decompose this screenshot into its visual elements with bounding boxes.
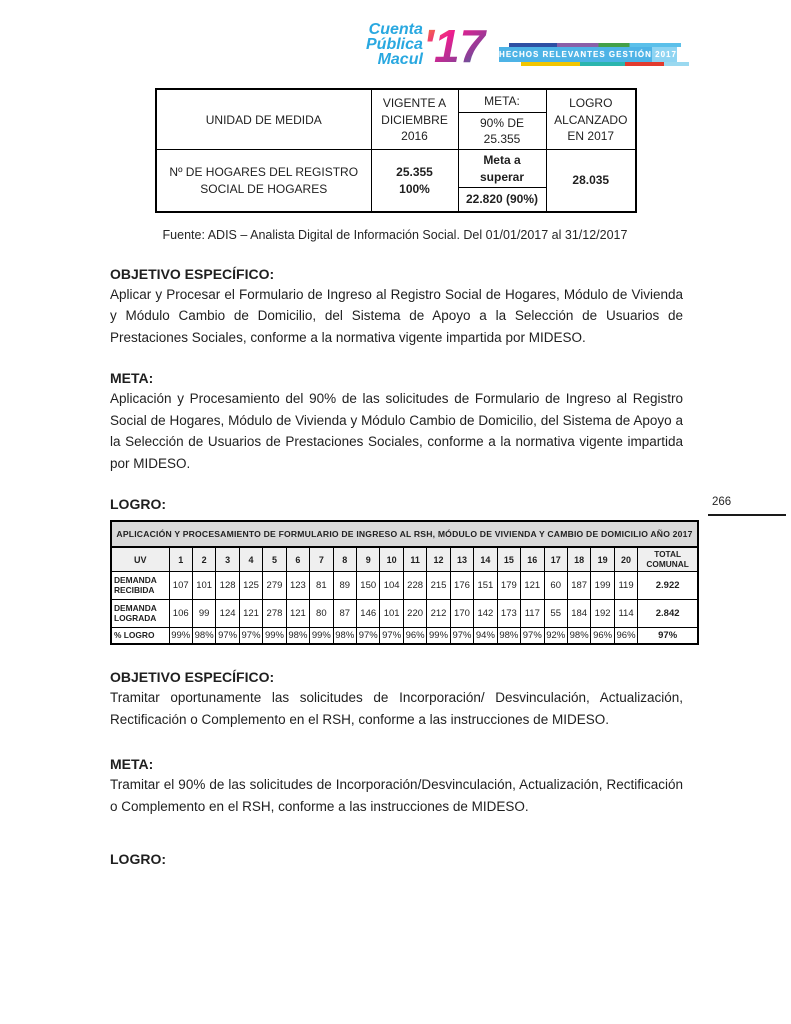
summary-cell-meta-label: Meta a superar — [459, 150, 546, 187]
objetivo2-body: Tramitar oportunamente las solicitudes de Incorporación/ Desvinculación, Actualización, Rectificación o Complemento en el RSH, conforme a las instrucciones de MIDESO. — [110, 690, 683, 727]
logro2-heading: LOGRO: — [110, 851, 166, 868]
uv-data-row — [111, 571, 698, 599]
logo-title-line: Macul — [377, 51, 423, 68]
meta2-body: Tramitar el 90% de las solicitudes de Incorporación/Desvinculación, Actualización, Rectificación o Complemento en el RSH, conforme a las instrucciones de MIDESO. — [110, 777, 683, 814]
uv-cell: 99% — [310, 627, 333, 644]
uv-data-row — [111, 599, 698, 627]
uv-cell: 97% — [521, 627, 544, 644]
uv-header-row — [111, 547, 698, 571]
page-number: 266 — [708, 494, 786, 516]
objetivo1-body: Aplicar y Procesar el Formulario de Ingreso al Registro Social de Hogares, Módulo de Vivienda y Módulo Cambio de Domicilio, del Sistema de Apoyo a la Selección de Usuarios de Prestaciones Sociales, conforme a la normativa vigente impartida por MIDESO. — [110, 286, 683, 345]
uv-cell: 96% — [614, 627, 637, 644]
uv-col-header: 1 — [169, 547, 192, 571]
objetivo1-heading: OBJETIVO ESPECÍFICO: — [110, 265, 275, 282]
uv-total-header: TOTAL COMUNAL — [638, 547, 698, 571]
summary-header-meta — [458, 89, 546, 150]
uv-cell: 55 — [544, 599, 567, 627]
uv-cell: 142 — [474, 599, 497, 627]
uv-cell: 170 — [450, 599, 473, 627]
summary-cell-vigente-value: 25.355 — [396, 165, 433, 180]
uv-cell: 97% — [380, 627, 403, 644]
uv-results-table — [110, 520, 699, 645]
uv-data-row — [111, 627, 698, 644]
uv-cell: 179 — [497, 571, 520, 599]
uv-cell: 101 — [380, 599, 403, 627]
uv-title-row — [111, 521, 698, 547]
uv-cell: 220 — [403, 599, 426, 627]
logo-title-line: Pública — [366, 36, 423, 53]
uv-cell: 146 — [357, 599, 380, 627]
banner-ribbon — [499, 43, 681, 66]
uv-cell: 94% — [474, 627, 497, 644]
uv-col-header: 7 — [310, 547, 333, 571]
uv-cell: 199 — [591, 571, 614, 599]
uv-cell: 99% — [263, 627, 286, 644]
uv-col-header: 20 — [614, 547, 637, 571]
summary-cell-vigente-pct: 100% — [399, 181, 430, 196]
summary-header-row — [156, 89, 636, 150]
uv-cell: 97% — [239, 627, 262, 644]
uv-cell: 80 — [310, 599, 333, 627]
summary-header-meta-label: META: — [459, 90, 546, 113]
uv-total-cell: 97% — [638, 627, 698, 644]
uv-cell: 114 — [614, 599, 637, 627]
logo-year-text: '17 — [422, 20, 486, 72]
uv-total-cell: 2.842 — [638, 599, 698, 627]
banner-text: HECHOS RELEVANTES GESTIÓN 2017 — [499, 50, 677, 59]
logo-title-line: Cuenta — [368, 21, 423, 38]
uv-col-header: 11 — [403, 547, 426, 571]
uv-cell: 87 — [333, 599, 356, 627]
uv-cell: 104 — [380, 571, 403, 599]
summary-table — [155, 88, 637, 213]
uv-cell: 121 — [286, 599, 309, 627]
uv-cell: 99% — [427, 627, 450, 644]
uv-col-header: 8 — [333, 547, 356, 571]
uv-col-header: 2 — [192, 547, 215, 571]
uv-cell: 279 — [263, 571, 286, 599]
uv-cell: 151 — [474, 571, 497, 599]
uv-cell: 98% — [497, 627, 520, 644]
uv-col-header: 14 — [474, 547, 497, 571]
uv-cell: 101 — [192, 571, 215, 599]
uv-cell: 89 — [333, 571, 356, 599]
uv-col-header: 18 — [567, 547, 590, 571]
content-column-2 — [110, 669, 683, 867]
page-header — [0, 0, 791, 88]
uv-col-header: 3 — [216, 547, 239, 571]
cuenta-publica-logo — [366, 18, 487, 72]
uv-cell: 98% — [333, 627, 356, 644]
uv-col-header: 19 — [591, 547, 614, 571]
summary-cell-meta-value: 22.820 (90%) — [465, 192, 539, 207]
uv-row-label: DEMANDA LOGRADA — [111, 599, 169, 627]
uv-cell: 125 — [239, 571, 262, 599]
logo-title — [366, 18, 423, 67]
uv-cell: 92% — [544, 627, 567, 644]
uv-cell: 99% — [169, 627, 192, 644]
uv-cell: 121 — [239, 599, 262, 627]
summary-header-logro: LOGRO ALCANZADO EN 2017 — [546, 89, 636, 150]
uv-cell: 228 — [403, 571, 426, 599]
uv-table-title: APLICACIÓN Y PROCESAMIENTO DE FORMULARIO DE INGRESO AL RSH, MÓDULO DE VIVIENDA Y CAMBIO DE DOMICILIO AÑO 2017 — [111, 521, 698, 547]
uv-cell: 97% — [216, 627, 239, 644]
uv-col-header: 15 — [497, 547, 520, 571]
uv-cell: 124 — [216, 599, 239, 627]
uv-col-header: 9 — [357, 547, 380, 571]
meta1-body: Aplicación y Procesamiento del 90% de las solicitudes de Formulario de Ingreso al Registro Social de Hogares, Módulo de Vivienda y Módulo Cambio de Domicilio, del Sistema de Apoyo a la Selección de Usuarios de Prestaciones Sociales, conforme a la normativa vigente impartida por MIDESO. — [110, 391, 683, 471]
uv-col-header: 13 — [450, 547, 473, 571]
content-column — [110, 266, 683, 513]
uv-table-wrap — [110, 520, 697, 645]
uv-cell: 117 — [521, 599, 544, 627]
summary-cell-meta — [458, 150, 546, 212]
uv-cell: 99 — [192, 599, 215, 627]
uv-col-header: 4 — [239, 547, 262, 571]
uv-cell: 121 — [521, 571, 544, 599]
summary-cell-unidad: Nº DE HOGARES DEL REGISTRO SOCIAL DE HOGARES — [156, 150, 371, 212]
uv-cell: 173 — [497, 599, 520, 627]
uv-col-header: 10 — [380, 547, 403, 571]
uv-cell: 97% — [357, 627, 380, 644]
meta2-heading: META: — [110, 756, 154, 773]
uv-cell: 176 — [450, 571, 473, 599]
summary-data-row — [156, 150, 636, 212]
uv-col-header: 12 — [427, 547, 450, 571]
uv-col-header: 17 — [544, 547, 567, 571]
uv-cell: 187 — [567, 571, 590, 599]
logo-year-17-icon — [423, 18, 487, 72]
summary-cell-logro: 28.035 — [546, 150, 636, 212]
meta1-heading: META: — [110, 370, 154, 387]
uv-cell: 98% — [192, 627, 215, 644]
uv-cell: 128 — [216, 571, 239, 599]
uv-row-label: DEMANDA RECIBIDA — [111, 571, 169, 599]
uv-cell: 106 — [169, 599, 192, 627]
uv-col-header: 16 — [521, 547, 544, 571]
summary-header-meta-value: 90% DE 25.355 — [479, 116, 525, 147]
uv-row-label: % LOGRO — [111, 627, 169, 644]
uv-cell: 107 — [169, 571, 192, 599]
uv-cell: 215 — [427, 571, 450, 599]
uv-cell: 98% — [567, 627, 590, 644]
summary-cell-vigente — [371, 150, 458, 212]
uv-cell: 123 — [286, 571, 309, 599]
uv-cell: 192 — [591, 599, 614, 627]
uv-cell: 97% — [450, 627, 473, 644]
uv-cell: 278 — [263, 599, 286, 627]
uv-cell: 119 — [614, 571, 637, 599]
source-note: Fuente: ADIS – Analista Digital de Información Social. Del 01/01/2017 al 31/12/2017 — [162, 227, 628, 242]
logro1-heading: LOGRO: — [110, 496, 166, 513]
uv-corner-cell: UV — [111, 547, 169, 571]
uv-cell: 98% — [286, 627, 309, 644]
uv-cell: 150 — [357, 571, 380, 599]
objetivo2-heading: OBJETIVO ESPECÍFICO: — [110, 669, 275, 686]
uv-cell: 96% — [591, 627, 614, 644]
uv-col-header: 6 — [286, 547, 309, 571]
uv-cell: 184 — [567, 599, 590, 627]
uv-cell: 60 — [544, 571, 567, 599]
uv-col-header: 5 — [263, 547, 286, 571]
banner-bar — [499, 47, 677, 62]
uv-cell: 212 — [427, 599, 450, 627]
banner-stripe-bottom — [521, 62, 689, 66]
summary-header-vigente: VIGENTE A DICIEMBRE 2016 — [371, 89, 458, 150]
uv-cell: 96% — [403, 627, 426, 644]
summary-header-unidad: UNIDAD DE MEDIDA — [156, 89, 371, 150]
uv-total-cell: 2.922 — [638, 571, 698, 599]
uv-cell: 81 — [310, 571, 333, 599]
